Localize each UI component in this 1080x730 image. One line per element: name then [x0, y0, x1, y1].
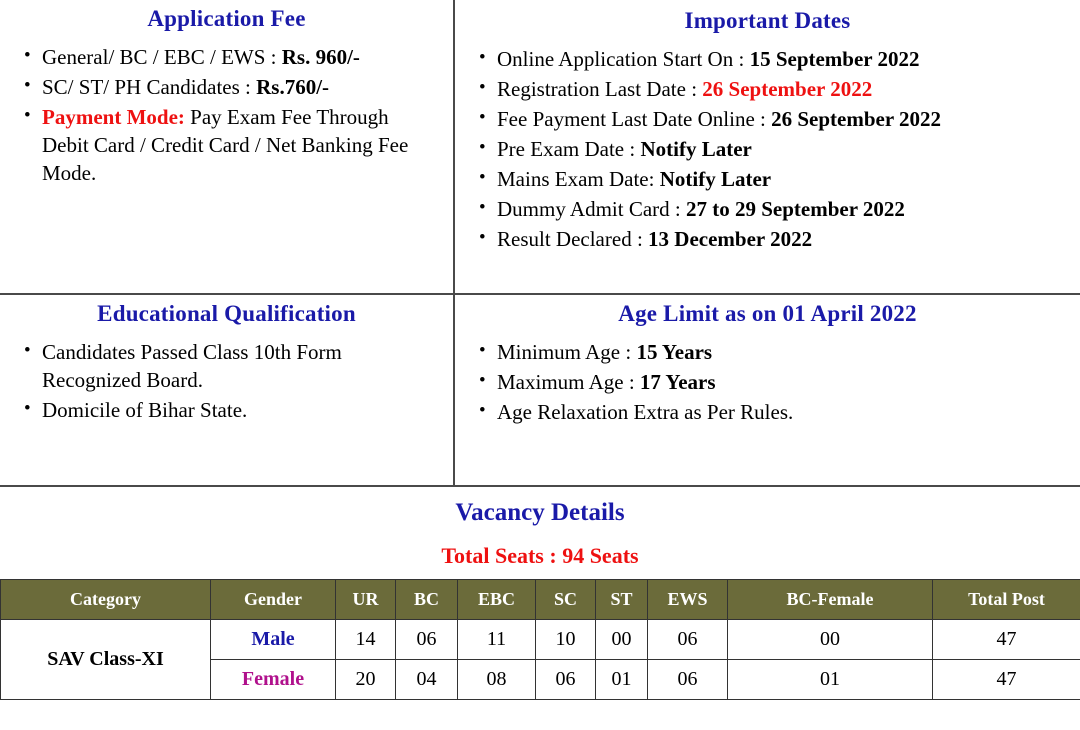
- age-label-2: Age Relaxation Extra as Per Rules.: [497, 399, 794, 424]
- list-item: [40, 339, 439, 395]
- cell-ur: 20: [336, 660, 396, 700]
- th-bc: BC: [396, 580, 458, 620]
- list-item: [495, 399, 1066, 427]
- list-item: [495, 166, 1066, 194]
- list-item: [40, 74, 439, 102]
- table-header-row: [1, 580, 1080, 620]
- vacancy-table-body: [1, 620, 1080, 700]
- cell-gender-male: Male: [211, 620, 336, 660]
- cell-bc-female: 01: [728, 660, 933, 700]
- cell-ews: 06: [648, 660, 728, 700]
- date-label-4: Mains Exam Date:: [497, 166, 660, 191]
- eq-label-0: Candidates Passed Class 10th Form Recognized Board.: [42, 340, 342, 392]
- important-dates-title: Important Dates: [684, 8, 851, 33]
- list-item: [495, 136, 1066, 164]
- th-st: ST: [596, 580, 648, 620]
- date-value-6: 13 December 2022: [648, 226, 813, 251]
- th-gender: Gender: [211, 580, 336, 620]
- total-seats-label: Total Seats : 94 Seats: [441, 543, 639, 568]
- cell-st: 00: [596, 620, 648, 660]
- cell-bc-female: 00: [728, 620, 933, 660]
- age-limit-list: [469, 339, 1066, 427]
- th-ebc: EBC: [458, 580, 536, 620]
- date-label-0: Online Application Start On :: [497, 47, 750, 71]
- cell-ur: 14: [336, 620, 396, 660]
- date-value-4: Notify Later: [659, 166, 772, 191]
- cell-bc: 06: [396, 620, 458, 660]
- th-total-post: Total Post: [933, 580, 1080, 620]
- list-item: [495, 76, 1066, 104]
- application-fee-list: [14, 44, 439, 188]
- list-item: [495, 226, 1066, 254]
- th-sc: SC: [536, 580, 596, 620]
- th-ews: EWS: [648, 580, 728, 620]
- date-label-1: Registration Last Date :: [497, 76, 703, 101]
- fee-value-0: Rs. 960/-: [281, 45, 360, 69]
- payment-mode-value: Pay Exam Fee Through Debit Card / Credit Card / Net Banking Fee Mode.: [42, 104, 409, 185]
- date-label-6: Result Declared :: [497, 226, 649, 251]
- fee-label-1: SC/ ST/ PH Candidates :: [42, 74, 257, 99]
- age-label-1: Maximum Age :: [497, 369, 640, 394]
- list-item: [495, 106, 1066, 134]
- application-fee-title: Application Fee: [147, 6, 306, 31]
- cell-ebc: 08: [458, 660, 536, 700]
- cell-total-post: 47: [933, 620, 1080, 660]
- cell-total-post: 47: [933, 660, 1080, 700]
- eq-label-1: Domicile of Bihar State.: [42, 397, 248, 422]
- vacancy-table: [0, 579, 1080, 700]
- date-label-2: Fee Payment Last Date Online :: [497, 106, 772, 131]
- th-bc-female: BC-Female: [728, 580, 933, 620]
- age-label-0: Minimum Age :: [497, 340, 637, 364]
- cell-bc: 04: [396, 660, 458, 700]
- vacancy-table-head: [1, 580, 1080, 620]
- date-value-0: 15 September 2022: [749, 47, 920, 71]
- age-limit-section: [455, 295, 1080, 485]
- table-row: [1, 620, 1080, 660]
- list-item: [40, 104, 439, 188]
- age-value-1: 17 Years: [639, 369, 716, 394]
- date-value-5: 27 to 29 September 2022: [686, 196, 905, 221]
- date-value-2: 26 September 2022: [771, 106, 942, 131]
- educational-qualification-title: Educational Qualification: [97, 301, 356, 326]
- cell-ews: 06: [648, 620, 728, 660]
- list-item: [40, 397, 439, 425]
- list-item: [495, 196, 1066, 224]
- list-item: [495, 46, 1066, 74]
- cell-st: 01: [596, 660, 648, 700]
- age-value-0: 15 Years: [636, 340, 713, 364]
- cell-ebc: 11: [458, 620, 536, 660]
- cell-sc: 06: [536, 660, 596, 700]
- important-dates-list: [469, 46, 1066, 253]
- educational-qualification-list: [14, 339, 439, 425]
- date-value-1: 26 September 2022: [702, 76, 873, 101]
- list-item: [40, 44, 439, 72]
- cell-category: SAV Class-XI: [1, 620, 211, 700]
- fee-value-1: Rs.760/-: [256, 74, 330, 99]
- date-value-3: Notify Later: [640, 136, 752, 161]
- age-limit-title: Age Limit as on 01 April 2022: [618, 301, 917, 326]
- cell-gender-female: Female: [211, 660, 336, 700]
- th-category: Category: [1, 580, 211, 620]
- list-item: [495, 369, 1066, 397]
- cell-sc: 10: [536, 620, 596, 660]
- list-item: [495, 339, 1066, 367]
- date-label-5: Dummy Admit Card :: [497, 196, 686, 221]
- important-dates-section: [455, 0, 1080, 295]
- date-label-3: Pre Exam Date :: [497, 136, 641, 161]
- fee-label-0: General/ BC / EBC / EWS :: [42, 45, 282, 69]
- application-fee-section: [0, 0, 455, 295]
- th-ur: UR: [336, 580, 396, 620]
- vacancy-details-title: Vacancy Details: [455, 499, 625, 526]
- payment-mode-label: Payment Mode:: [42, 104, 185, 129]
- educational-qualification-section: [0, 295, 455, 485]
